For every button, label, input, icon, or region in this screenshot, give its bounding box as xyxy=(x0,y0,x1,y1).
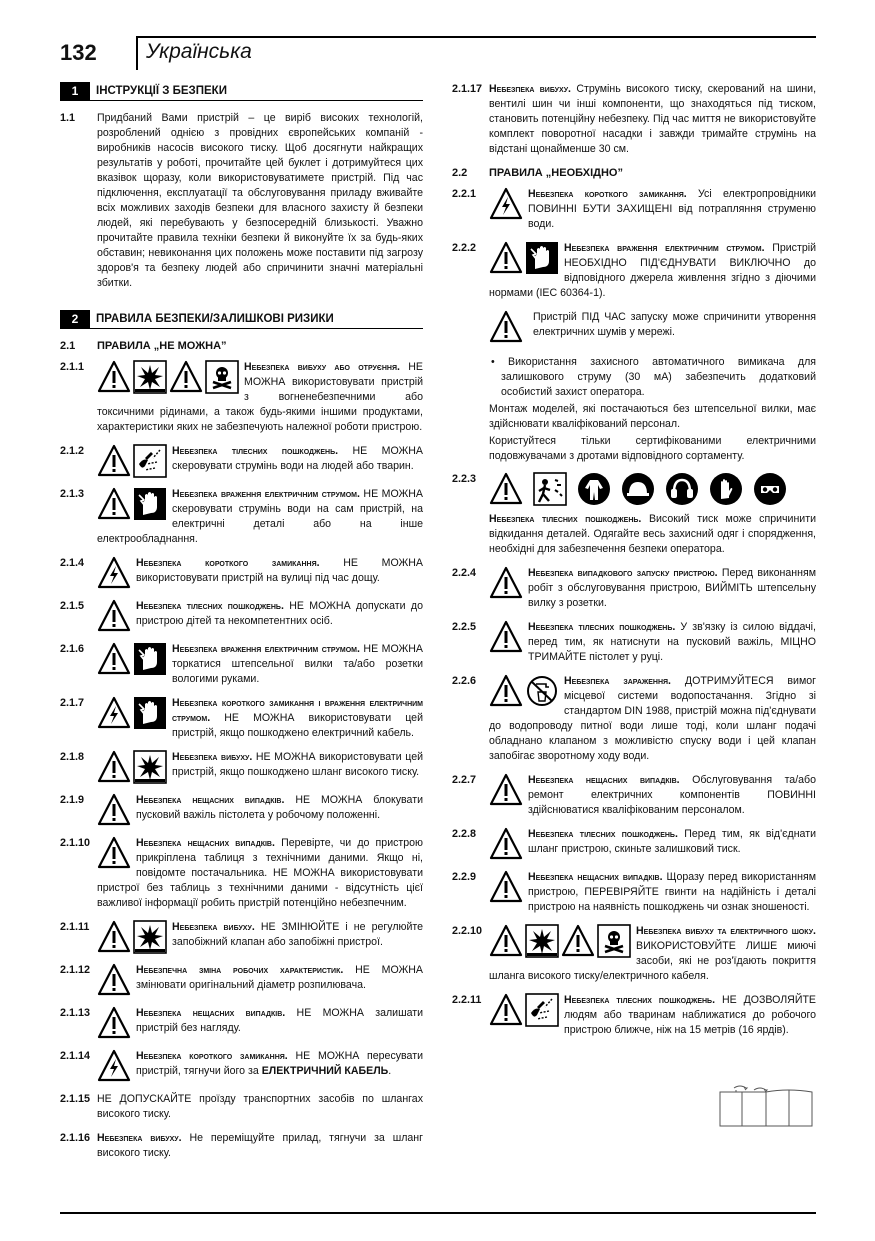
rule-item xyxy=(452,187,816,232)
item-text: Перевірте, чи до пристрою прикріплена таблиця з технічними даними. Якщо ні, повідомте постачальника. НЕ МОЖНА використовувати пристрої без таблиць з технічними даними - відсутність цієї важливої інформації робить пристрій потенційно небезпечним. xyxy=(97,837,423,909)
item-text: Високий тиск може спричинити відкидання деталей. Одягайте весь захисний одяг і спорядження, необхідні для забезпечення безпеки оператора. xyxy=(489,513,816,555)
hazard-icons xyxy=(97,963,131,997)
hazard-icons xyxy=(489,870,523,904)
hazard-icons xyxy=(489,620,523,654)
subsection-number: 2.1 xyxy=(60,340,76,352)
hazard-icons xyxy=(489,773,523,807)
item-body xyxy=(489,870,816,915)
item-body xyxy=(489,993,816,1038)
item-number: 2.1.10 xyxy=(60,837,91,849)
item-heading: Небезпека короткого замикання. xyxy=(528,188,687,200)
item-heading: Небезпека вибуху. xyxy=(489,83,572,95)
rcd-bullet: • Використання захисного автоматичного вимикача для залишкового струму (30 мА) забезпечить додатковий особистий захист оператора. xyxy=(491,356,816,398)
rule-item xyxy=(452,924,816,984)
warning-icon xyxy=(489,472,523,506)
note-2-2-2 xyxy=(452,310,816,350)
hazard-icons xyxy=(97,750,167,784)
rule-item xyxy=(452,870,816,915)
rule-item xyxy=(60,360,423,435)
hazard-icons xyxy=(97,556,131,590)
rule-item xyxy=(60,599,423,633)
note-body xyxy=(489,310,816,350)
electric-hand-icon xyxy=(133,487,167,521)
warning-icon xyxy=(97,836,131,870)
item-number: 2.1.7 xyxy=(60,697,85,709)
protective-suit-icon xyxy=(577,472,611,506)
warning-icon xyxy=(489,566,523,600)
item-body xyxy=(97,963,423,997)
hazard-icons xyxy=(97,599,131,633)
item-number: 2.1.12 xyxy=(60,964,91,976)
item-text: У зв'язку із силою віддачі, перед тим, як натиснути на пусковий важіль, МІЦНО ТРИМАЙТЕ пістолет у руці. xyxy=(528,621,816,663)
hazard-icons xyxy=(97,444,167,478)
install-note: Монтаж моделей, які постачаються без штепсельної вилки, має здійснювати кваліфікований персонал. xyxy=(489,403,816,430)
warning-icon xyxy=(489,827,523,861)
rule-item xyxy=(452,620,816,665)
item-text: НЕ МОЖНА використовувати пристрій на вулиці під час дощу. xyxy=(136,557,423,584)
warning-icon xyxy=(97,360,131,394)
rules-list-dont-cont xyxy=(452,82,816,157)
item-text: НЕ МОЖНА допускати до пристрою дітей та некомпетентних осіб. xyxy=(136,600,423,627)
item-heading: Небезпека нещасних випадків. xyxy=(136,837,275,849)
electrical-notes xyxy=(489,355,816,464)
item-number: 2.2.11 xyxy=(452,994,482,1006)
item-number: 2.1.13 xyxy=(60,1007,91,1019)
hazard-icons xyxy=(489,566,523,600)
electric-hand-icon xyxy=(133,642,167,676)
item-heading: Небезпека враження електричним струмом. xyxy=(172,643,360,655)
rule-item xyxy=(60,963,423,997)
warning-icon xyxy=(97,750,131,784)
item-text: Усі електропровідники ПОВИННІ БУТИ ЗАХИЩЕНІ від потрапляння струменю води. xyxy=(528,188,816,230)
warning-icon xyxy=(489,870,523,904)
item-number: 2.2.5 xyxy=(452,621,477,633)
item-number: 2.2.7 xyxy=(452,774,477,786)
explosion-icon xyxy=(133,920,167,954)
item-text: НЕ МОЖНА пересувати пристрій, тягнучи його за xyxy=(136,1050,423,1077)
item-heading: Небезпечна зміна робочих характеристик. xyxy=(136,964,344,976)
item-text: Не переміщуйте прилад, тягнучи за шланг високого тиску. xyxy=(97,1132,423,1159)
item-number: 2.1.17 xyxy=(452,83,483,95)
startup-note-text: Пристрій ПІД ЧАС запуску може спричинити утворення електричних шумів у мережі. xyxy=(533,311,816,338)
rules-list-must xyxy=(452,187,816,301)
warning-icon xyxy=(97,1006,131,1040)
item-body xyxy=(97,444,423,478)
rule-item xyxy=(60,750,423,784)
item-heading: Небезпека враження електричним струмом. xyxy=(564,242,765,254)
book-icon xyxy=(718,1082,814,1128)
item-heading: Небезпека нещасних випадків. xyxy=(528,774,680,786)
item-number: 2.1.3 xyxy=(60,488,85,500)
rule-item xyxy=(452,566,816,611)
item-text: ДОТРИМУЙТЕСЯ вимог місцевої системи водопостачання. Згідно зі стандартом DIN 1988, пристрій можна під'єднувати до водопроводу питної води лише тоді, коли шланг подачі обладнано клапаном з можливістю спуску води і цей клапан запобігає зворотному ходу води. xyxy=(489,675,817,762)
item-number: 2.1.2 xyxy=(60,445,85,457)
rule-item xyxy=(60,642,423,687)
rule-item xyxy=(60,1006,423,1040)
hazard-icons xyxy=(97,793,131,827)
hazard-icons xyxy=(97,836,131,870)
section-2-header xyxy=(60,310,423,329)
lightning-warning-icon xyxy=(97,556,131,590)
item-heading: Небезпека короткого замикання. xyxy=(136,1050,288,1062)
rule-item xyxy=(452,241,816,301)
item-number: 2.1.15 xyxy=(60,1093,91,1105)
item-body xyxy=(97,696,423,741)
item-heading: Небезпека тілесних пошкоджень. xyxy=(172,445,339,457)
item-heading: Небезпека тілесних пошкоджень. xyxy=(136,600,284,612)
item-heading: Небезпека нещасних випадків. xyxy=(136,1007,286,1019)
goggles-icon xyxy=(753,472,787,506)
explosion-icon xyxy=(525,924,559,958)
item-text: НЕ МОЖНА використовувати пристрій з вогненебезпечними або токсичними рідинами, а також будь-якими іншими продуктами, характеристики яких не забезпечують належної роботи пристрою. xyxy=(97,361,423,433)
item-text: НЕ МОЖНА змінювати оригінальний діаметр розпилювача. xyxy=(136,964,423,991)
item-emphasis: ЕЛЕКТРИЧНИЙ КАБЕЛЬ xyxy=(261,1065,389,1077)
flying-debris-icon xyxy=(533,472,567,506)
item-text: НЕ ЗМІНЮЙТЕ і не регулюйте запобіжний клапан або запобіжні пристрої. xyxy=(172,921,423,948)
footer-rule xyxy=(60,1212,816,1214)
warning-icon xyxy=(97,793,131,827)
item-text: НЕ МОЖНА блокувати пусковий важіль пістолета у робочому положенні. xyxy=(136,794,423,821)
explosion-icon xyxy=(133,750,167,784)
item-heading: Небезпека вибуху та електричного шоку. xyxy=(636,925,816,937)
item-end: . xyxy=(388,1065,392,1077)
item-body xyxy=(489,82,816,157)
rules-list-must-cont xyxy=(452,566,816,1038)
hazard-icons xyxy=(489,187,523,221)
item-text: НЕ МОЖНА скеровувати струмінь води на людей або тварин. xyxy=(172,445,423,472)
section-number: 1 xyxy=(60,82,90,100)
item-heading: Небезпека нещасних випадків. xyxy=(136,794,285,806)
language-title: Українська xyxy=(146,40,252,63)
item-body xyxy=(97,1131,423,1161)
item-text: НЕ ДОПУСКАЙТЕ проїзду транспортних засобів по шлангах високого тиску. xyxy=(97,1093,423,1120)
rule-item xyxy=(452,773,816,818)
item-number: 1.1 xyxy=(60,112,76,124)
item-heading: Небезпека вибуху. xyxy=(172,751,253,763)
page-number: 132 xyxy=(60,40,97,65)
item-text: НЕ МОЖНА торкатися штепсельної вилки та/або розетки вологими руками. xyxy=(172,643,423,685)
item-heading: Небезпека враження електричним струмом. xyxy=(172,488,360,500)
item-heading: Небезпека тілесних пошкоджень. xyxy=(489,513,642,525)
item-text: НЕ МОЖНА використовувати цей пристрій, якщо пошкоджено електричний кабель. xyxy=(172,712,423,739)
section-1-header xyxy=(60,82,423,101)
rule-item xyxy=(452,993,816,1038)
item-heading: Небезпека вибуху або отруєння. xyxy=(244,361,400,373)
item-body xyxy=(489,827,816,861)
hazard-icons xyxy=(97,696,167,730)
electric-hand-icon xyxy=(525,241,559,275)
item-number: 2.2.4 xyxy=(452,567,477,579)
toxic-icon xyxy=(597,924,631,958)
section-title: ПРАВИЛА БЕЗПЕКИ/ЗАЛИШКОВІ РИЗИКИ xyxy=(96,312,334,325)
hazard-icons xyxy=(97,1006,131,1040)
subsection-2-2 xyxy=(452,166,816,181)
item-body xyxy=(489,187,816,232)
toxic-icon xyxy=(205,360,239,394)
item-number: 2.1.5 xyxy=(60,600,85,612)
hazard-icons xyxy=(489,241,559,275)
item-number: 2.2.6 xyxy=(452,675,477,687)
rule-item xyxy=(60,793,423,827)
warning-icon xyxy=(169,360,203,394)
item-body xyxy=(97,599,423,633)
warning-icon xyxy=(97,642,131,676)
warning-icon xyxy=(489,674,523,708)
item-number: 2.1.4 xyxy=(60,557,85,569)
hazard-icons xyxy=(97,920,167,954)
item-number: 2.1.1 xyxy=(60,361,85,373)
subsection-title: ПРАВИЛА „НЕ МОЖНА” xyxy=(97,340,227,352)
warning-icon xyxy=(489,993,523,1027)
warning-icon xyxy=(97,963,131,997)
section-number: 2 xyxy=(60,310,90,328)
header-divider xyxy=(136,36,138,70)
lightning-warning-icon xyxy=(97,1049,131,1083)
left-column xyxy=(60,82,423,1170)
subsection-title: ПРАВИЛА „НЕОБХІДНО” xyxy=(489,167,623,179)
item-body xyxy=(489,620,816,665)
item-text: ВИКОРИСТОВУЙТЕ ЛИШЕ миючі засоби, які не роз'їдають покриття шланга високого тиску/електричного кабеля. xyxy=(489,940,816,982)
ear-protection-icon xyxy=(665,472,699,506)
item-2-2-3 xyxy=(452,472,816,557)
section-title: ІНСТРУКЦІЇ З БЕЗПЕКИ xyxy=(96,84,227,97)
warning-icon xyxy=(97,487,131,521)
item-heading: Небезпека тілесних пошкоджень. xyxy=(528,621,676,633)
rule-item xyxy=(60,920,423,954)
warning-icon xyxy=(489,773,523,807)
item-heading: Небезпека тілесних пошкоджень. xyxy=(564,994,716,1006)
hazard-icons xyxy=(489,827,523,861)
item-text: Струмінь високого тиску, скерований на шини, вентилі шин чи інші компоненти, що знаходяться під тиском, становить потенційну небезпеку. Під час миття не використовуйте комплект поворотної насадки і завжди тримайте струмінь на відстані щонайменше 30 см. xyxy=(489,83,817,155)
right-column xyxy=(452,82,816,1047)
item-number: 2.2.3 xyxy=(452,473,477,485)
item-heading: Небезпека випадкового запуску пристрою. xyxy=(528,567,718,579)
rule-item xyxy=(60,1049,423,1083)
item-body xyxy=(97,1049,423,1083)
item-text: Щоразу перед використанням пристрою, ПЕРЕВІРЯЙТЕ гвинти на надійність і деталі пристрою на наявність пошкоджень чи ознак зношеності. xyxy=(528,871,816,913)
item-body xyxy=(489,472,816,557)
hazard-icons xyxy=(489,924,631,958)
ppe-icons xyxy=(489,472,816,506)
electric-hand-icon xyxy=(133,696,167,730)
lightning-warning-icon xyxy=(489,187,523,221)
item-heading: Небезпека вибуху. xyxy=(97,1132,182,1144)
item-heading: Небезпека нещасних випадків. xyxy=(528,871,663,883)
item-body xyxy=(97,920,423,954)
rule-item xyxy=(60,444,423,478)
item-text: Перед виконанням робіт з обслуговування пристрою, ВИЙМІТЬ штепсельну вилку з розетки. xyxy=(528,567,816,609)
no-drinking-water-icon xyxy=(525,674,559,708)
item-number: 2.1.9 xyxy=(60,794,85,806)
item-body xyxy=(489,924,816,984)
item-text: Обслуговування та/або ремонт електричних компонентів ПОВИННІ здійснюватися кваліфікованим персоналом. xyxy=(528,774,816,816)
item-number: 2.2.9 xyxy=(452,871,477,883)
rules-list-dont xyxy=(60,360,423,1161)
rule-item xyxy=(452,827,816,861)
item-body xyxy=(97,360,423,435)
item-number: 2.1.8 xyxy=(60,751,85,763)
item-body xyxy=(97,642,423,687)
page-header xyxy=(60,36,816,76)
intro-text: Придбаний Вами пристрій – це виріб високих технологій, розроблений однією з провідних європейських компаній - виробників насосів високого тиску. Щоб досягнути найкращих результатів у роботі, прочитайте цей буклет і дотримуйтеся цих вказівок щоразу, коли використовуватимете пристрій. Під час підключення, експлуатації та обслуговування приладу вживайте всіх можливих заходів безпеки для власного захисту й безпеки людей, які перебувають у безпосередній близькості. Уважно прочитайте правила техніки безпеки й виконуйте їх за будь-яких обставин; невиконання цих положень може поставити під загрозу здоров'я та безпеку людей або спричинити значні матеріальні збитки. xyxy=(97,112,423,289)
rule-item xyxy=(60,1131,423,1161)
rule-item xyxy=(60,836,423,911)
item-body xyxy=(97,1006,423,1040)
item-heading: Небезпека тілесних пошкоджень. xyxy=(528,828,678,840)
subsection-2-1 xyxy=(60,339,423,354)
extension-note: Користуйтеся тільки сертифікованими електричними подовжувачами з дротами відповідного сортаменту. xyxy=(489,435,816,462)
warning-icon xyxy=(489,241,523,275)
warning-icon xyxy=(97,599,131,633)
rule-item xyxy=(452,82,816,157)
item-text: НЕ МОЖНА скеровувати струмінь води на сам пристрій, на електричні деталі або на інше електрообладнання. xyxy=(97,488,423,545)
item-body xyxy=(97,750,423,784)
rule-item xyxy=(60,487,423,547)
warning-icon xyxy=(489,620,523,654)
item-body xyxy=(97,1092,423,1122)
helmet-icon xyxy=(621,472,655,506)
item-text: НЕ МОЖНА залишати пристрій без нагляду. xyxy=(136,1007,423,1034)
hazard-icons xyxy=(489,674,559,708)
item-number: 2.1.11 xyxy=(60,921,90,933)
gloves-icon xyxy=(709,472,743,506)
item-number: 2.2.10 xyxy=(452,925,483,937)
item-number: 2.2.1 xyxy=(452,188,477,200)
rule-item xyxy=(60,556,423,590)
warning-icon xyxy=(97,920,131,954)
item-body xyxy=(97,793,423,827)
item-body xyxy=(489,773,816,818)
item-heading: Небезпека короткого замикання і враження електричним струмом. xyxy=(172,697,423,724)
rule-item xyxy=(452,674,816,764)
subsection-number: 2.2 xyxy=(452,167,468,179)
rule-item xyxy=(60,1092,423,1122)
item-number: 2.1.6 xyxy=(60,643,85,655)
startup-note xyxy=(489,310,816,344)
item-heading: Небезпека вибуху. xyxy=(172,921,255,933)
item-text: НЕ ДОЗВОЛЯЙТЕ людям або тваринам наближатися до робочого пристрою ближче, ніж на 15 метрів (16 ярдів). xyxy=(564,994,816,1036)
item-text: НЕ МОЖНА використовувати цей пристрій, якщо пошкоджено шланг високого тиску. xyxy=(172,751,424,778)
item-heading: Небезпека зараження. xyxy=(564,675,671,687)
item-number: 2.2.2 xyxy=(452,242,477,254)
item-body xyxy=(489,674,816,764)
item-text: Пристрій НЕОБХІДНО ПІД'ЄДНУВАТИ ВИКЛЮЧНО до відповідного джерела живлення згідно з діючими нормами (IEC 60364-1). xyxy=(489,242,816,299)
spacer xyxy=(452,310,489,350)
hazard-icons xyxy=(97,360,239,394)
hazard-icons xyxy=(97,487,167,521)
item-number: 2.1.14 xyxy=(60,1050,91,1062)
warning-icon xyxy=(489,924,523,958)
item-body xyxy=(489,566,816,611)
lightning-warning-icon xyxy=(97,696,131,730)
item-body xyxy=(97,836,423,911)
water-jet-icon xyxy=(133,444,167,478)
header-rule xyxy=(136,36,816,38)
item-number: 2.2.8 xyxy=(452,828,477,840)
item-1-1 xyxy=(60,111,423,291)
explosion-icon xyxy=(133,360,167,394)
warning-icon xyxy=(489,310,523,344)
warning-icon xyxy=(97,444,131,478)
rule-item xyxy=(60,696,423,741)
warning-icon xyxy=(561,924,595,958)
item-text: Перед тим, як від'єднати шланг пристрою, скиньте залишковий тиск. xyxy=(528,828,816,855)
item-heading: Небезпека короткого замикання. xyxy=(136,557,320,569)
water-jet-icon xyxy=(525,993,559,1027)
item-body xyxy=(489,241,816,301)
hazard-icons xyxy=(97,1049,131,1083)
hazard-icons xyxy=(489,993,559,1027)
hazard-icons xyxy=(97,642,167,676)
item-body xyxy=(97,556,423,590)
item-body xyxy=(97,487,423,547)
item-number: 2.1.16 xyxy=(60,1132,91,1144)
